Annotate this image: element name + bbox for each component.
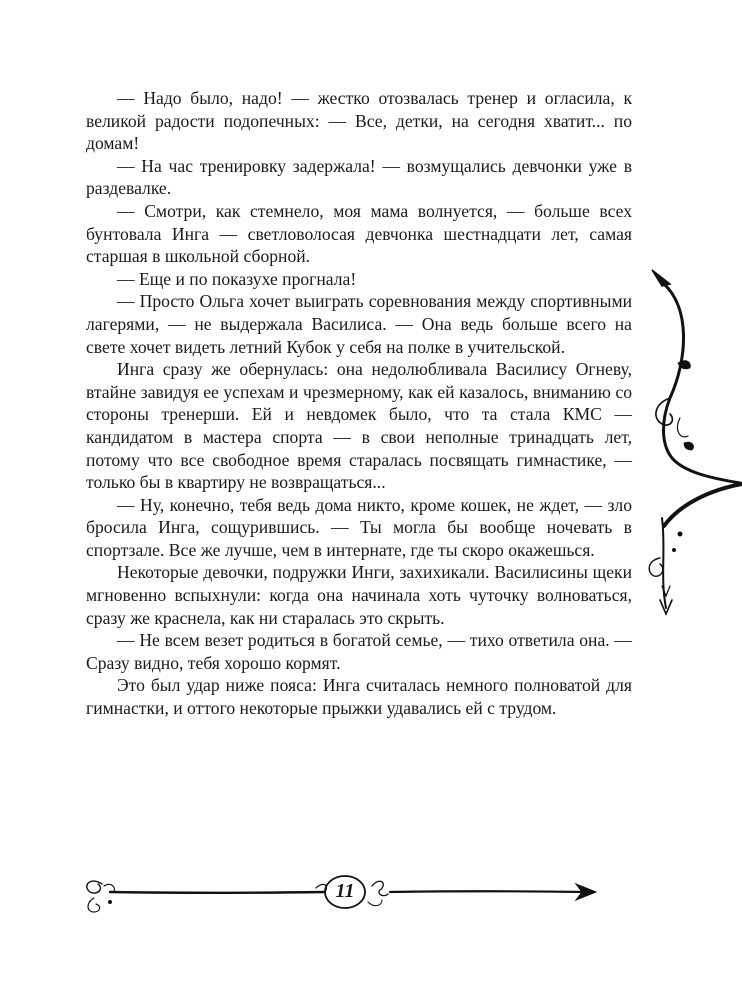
paragraph: Некоторые девочки, подружки Инги, захихикали. Василисины щеки мгновенно вспыхнули: когда она начинала хоть чуточку волноваться, сразу же краснела, как ни старалась это скрыть. [86, 562, 632, 628]
paragraph: Это был удар ниже пояса: Инга считалась немного полноватой для гимнастки, и оттого некоторые прыжки удавались ей с трудом. [86, 675, 632, 719]
paragraph: — Смотри, как стемнело, моя мама волнуется, — больше всех бунтовала Инга — светловолосая девчонка шестнадцати лет, самая старшая в школьной сборной. [86, 200, 632, 267]
paragraph: — Ну, конечно, тебя ведь дома никто, кроме кошек, не ждет, — зло бросила Инга, сощурившись. — Ты могла бы вообще ночевать в спортзале. Все же лучше, чем в интернате, где ты скоро окажешься. [86, 494, 632, 560]
side-vine-ornament [640, 268, 742, 618]
paragraph: — На час тренировку задержала! — возмущались девчонки уже в раздевалке. [86, 155, 632, 199]
paragraph: — Надо было, надо! — жестко отозвалась тренер и огласила, к великой радости подопечных: — Все, детки, на сегодня хватит... по домам! [86, 88, 632, 154]
paragraph: — Не всем везет родиться в богатой семье, — тихо ответила она. — Сразу видно, тебя хорошо кормят. [86, 630, 632, 673]
paragraph: — Еще и по показухе прогнала! [117, 268, 357, 289]
paragraph: Инга сразу же обернулась: она недолюбливала Василису Огневу, втайне завидуя ее успехам и чрезмерному, как ей казалось, вниманию со стороны тренерши. Ей и невдомек было, что та стала КМС — кандидатом в мастера спорта — в свои неполные тринадцать лет, потому что все свободное время старалась посвящать гимнастике, — только бы в квартиру не возвращаться... [86, 359, 632, 493]
paragraph: — Просто Ольга хочет выиграть соревнования между спортивными лагерями, — не выдержала Василиса. — Она ведь больше всего на свете хочет видеть летний Кубок у себя на полке в учительской. [86, 291, 632, 357]
page-number: 11 [335, 880, 355, 902]
body-text [86, 87, 632, 720]
